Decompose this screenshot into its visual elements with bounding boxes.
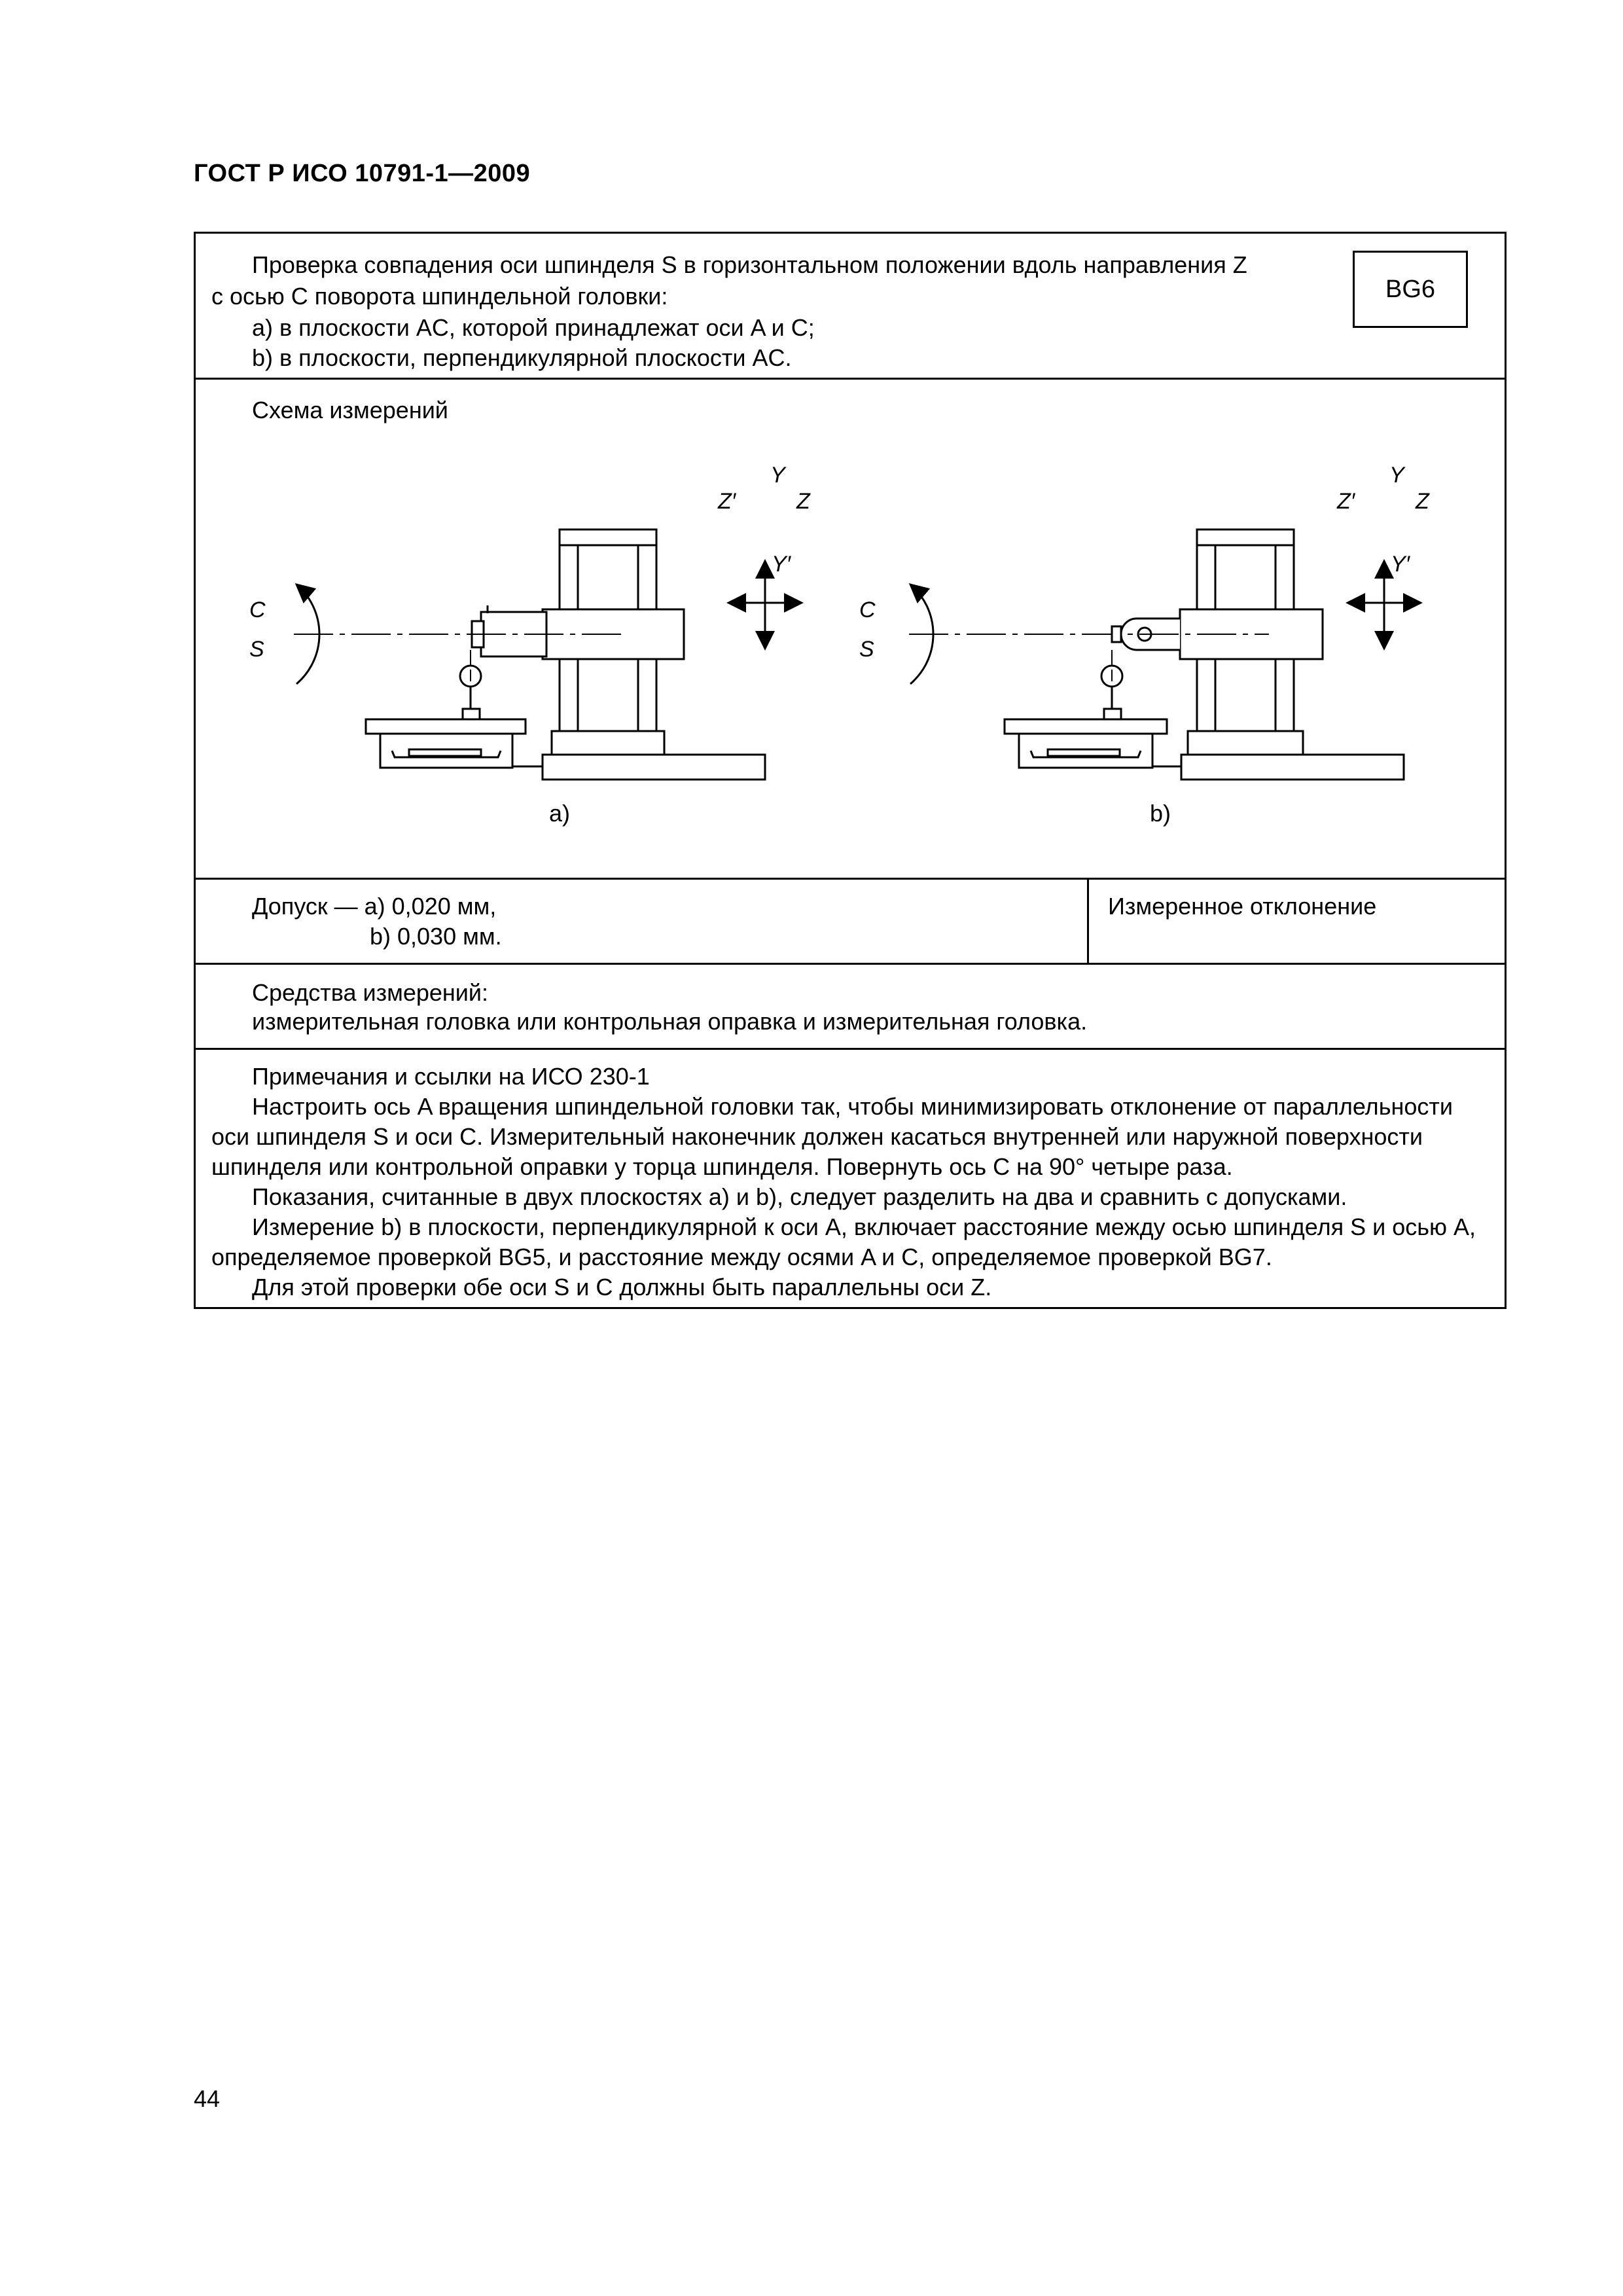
notes-line-6: определяемое проверкой BG5, и расстояние между осями A и C, определяемое проверкой BG7.: [211, 1244, 1272, 1270]
measured-deviation-label: Измеренное отклонение: [1108, 893, 1377, 920]
instruments-heading: Средства измерений:: [252, 979, 489, 1006]
test-sheet-table: [194, 232, 1507, 1309]
label-c-a: C: [249, 598, 266, 622]
caption-b: b): [1150, 800, 1171, 827]
label-z-a: Z: [796, 489, 810, 514]
instruments-text: измерительная головка или контрольная оправка и измерительная головка.: [252, 1008, 1088, 1035]
measurement-scheme-diagram: [196, 234, 1505, 888]
tolerance-line-2: b) 0,030 мм.: [370, 923, 502, 950]
row-divider: [196, 963, 1505, 965]
scheme-heading: Схема измерений: [252, 397, 448, 423]
notes-line-1: Настроить ось A вращения шпиндельной головки так, чтобы минимизировать отклонение от параллельности: [252, 1093, 1453, 1120]
notes-heading: Примечания и ссылки на ИСО 230-1: [252, 1063, 650, 1090]
diagram-b: [909, 529, 1421, 780]
label-z-neg-b: Z′: [1337, 489, 1355, 514]
notes-line-4: Показания, считанные в двух плоскостях a) и b), следует разделить на два и сравнить с допусками.: [252, 1183, 1347, 1210]
tolerance-line-1: Допуск — a) 0,020 мм,: [252, 893, 497, 920]
label-y-b: Y: [1389, 463, 1404, 488]
label-s-b: S: [859, 637, 874, 662]
label-s-a: S: [249, 637, 264, 662]
column-divider: [1087, 878, 1089, 963]
caption-a: a): [549, 800, 571, 827]
test-description-line-2: с осью C поворота шпиндельной головки:: [211, 283, 668, 310]
test-code-box: BG6: [1353, 251, 1468, 328]
test-description-line-3: a) в плоскости AC, которой принадлежат оси A и C;: [252, 314, 815, 341]
notes-line-2: оси шпинделя S и оси C. Измерительный наконечник должен касаться внутренней или наружной поверхности: [211, 1123, 1423, 1150]
row-divider: [196, 1048, 1505, 1050]
label-z-b: Z: [1416, 489, 1429, 514]
label-y-a: Y: [770, 463, 785, 488]
test-description-line-1: Проверка совпадения оси шпинделя S в горизонтальном положении вдоль направления Z: [252, 251, 1247, 278]
document-header: ГОСТ Р ИСО 10791-1—2009: [194, 160, 531, 187]
label-y-neg-a: Y′: [772, 552, 791, 577]
row-divider: [196, 878, 1505, 880]
label-c-b: C: [859, 598, 876, 622]
test-description-line-4: b) в плоскости, перпендикулярной плоскости AC.: [252, 344, 792, 371]
label-y-neg-b: Y′: [1391, 552, 1410, 577]
diagram-a: [294, 529, 802, 780]
notes-line-7: Для этой проверки обе оси S и C должны быть параллельны оси Z.: [252, 1274, 992, 1300]
page-number: 44: [194, 2085, 221, 2112]
notes-line-3: шпинделя или контрольной оправки у торца шпинделя. Повернуть ось C на 90° четыре раза.: [211, 1153, 1233, 1180]
notes-line-5: Измерение b) в плоскости, перпендикулярной к оси A, включает расстояние между осью шпинделя S и осью A,: [252, 1213, 1476, 1240]
label-z-neg-a: Z′: [718, 489, 736, 514]
